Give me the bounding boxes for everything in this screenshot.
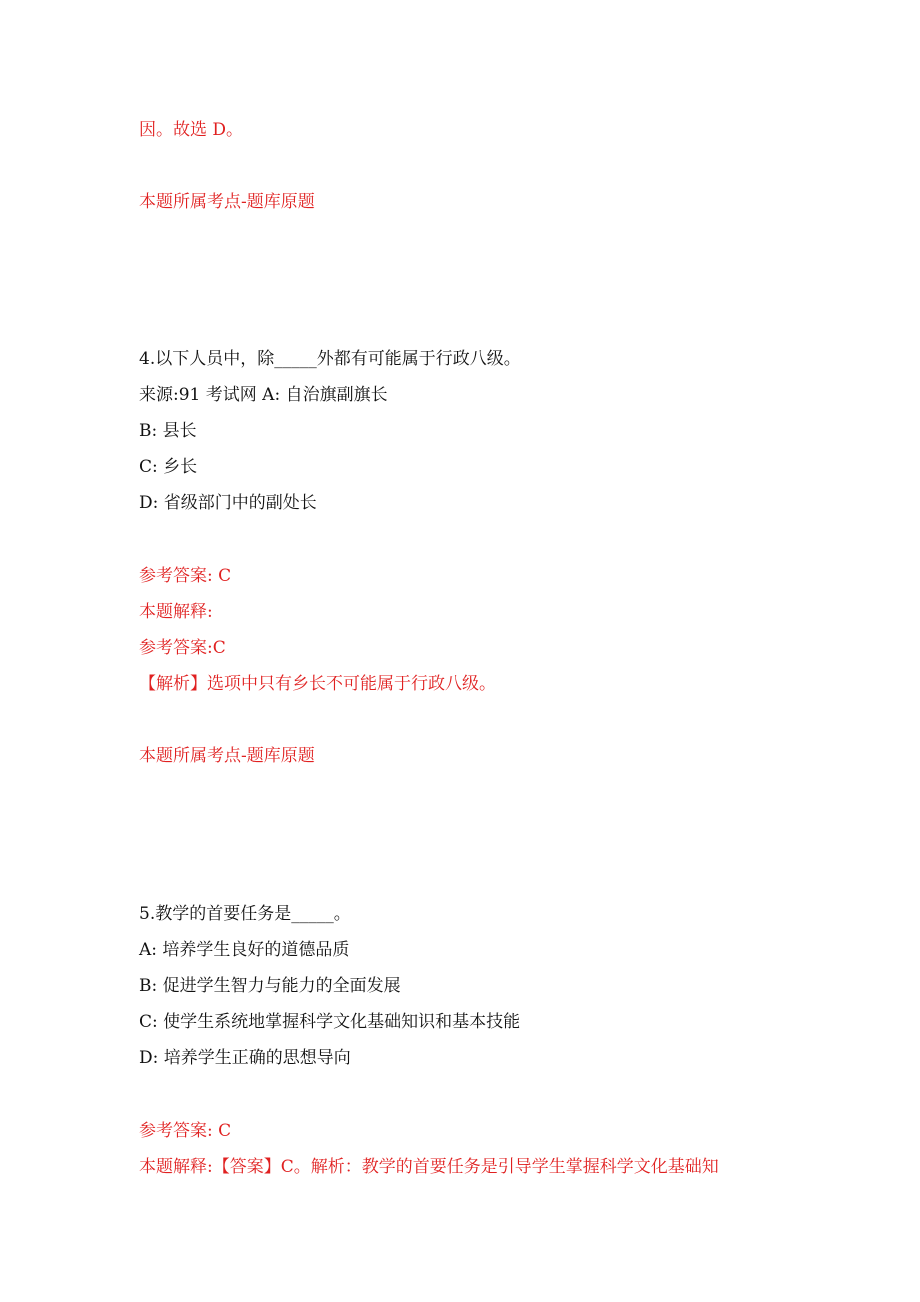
- option-b: B: 促进学生智力与能力的全面发展: [139, 976, 401, 996]
- knowledge-point: 本题所属考点-题库原题: [139, 746, 315, 766]
- option-c: C: 乡长: [139, 457, 198, 477]
- question-stem: 5.教学的首要任务是_____。: [139, 904, 351, 924]
- reference-answer: 参考答案: C: [139, 1121, 232, 1141]
- option-d: D: 省级部门中的副处长: [139, 493, 317, 513]
- option-d: D: 培养学生正确的思想导向: [139, 1048, 351, 1068]
- option-a: A: 培养学生良好的道德品质: [139, 940, 350, 960]
- explanation-label: 本题解释:: [139, 602, 213, 622]
- question-stem: 4.以下人员中，除_____外都有可能属于行政八级。: [139, 349, 521, 369]
- reference-answer: 参考答案: C: [139, 566, 232, 586]
- prev-answer-tail: 因。故选 D。: [139, 120, 244, 140]
- option-b: B: 县长: [139, 421, 197, 441]
- option-c: C: 使学生系统地掌握科学文化基础知识和基本技能: [139, 1012, 521, 1032]
- reference-answer-repeat: 参考答案:C: [139, 638, 226, 658]
- analysis-text: 【解析】选项中只有乡长不可能属于行政八级。: [139, 674, 496, 694]
- question-source-option-a: 来源:91 考试网 A: 自治旗副旗长: [139, 385, 388, 405]
- explanation-text: 本题解释:【答案】C。解析：教学的首要任务是引导学生掌握科学文化基础知: [139, 1157, 719, 1177]
- prev-knowledge-point: 本题所属考点-题库原题: [139, 192, 315, 212]
